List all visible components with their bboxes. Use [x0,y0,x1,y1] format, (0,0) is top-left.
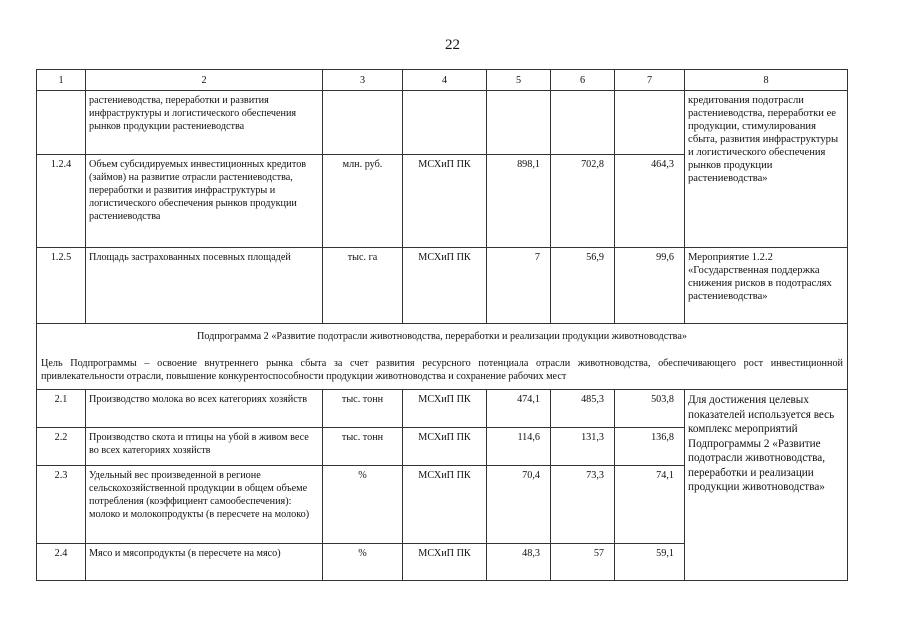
row-number: 2.4 [37,544,86,581]
unit: % [323,544,403,581]
measure-cell: кредитования подотрасли растениеводства, переработки ее продукции, стимулирования сбыта, развития инфраструктуры и логистического обеспечения рынков продукции растениеводства» [685,91,848,248]
value-col5: 7 [487,248,551,324]
value-col6: 131,3 [551,428,615,466]
row-number: 2.1 [37,390,86,428]
responsible: МСХиП ПК [403,248,487,324]
header-cell: 5 [487,70,551,91]
indicator-name: Производство молока во всех категориях хозяйств [86,390,323,428]
header-cell: 6 [551,70,615,91]
value-col6: 702,8 [551,155,615,248]
header-cell: 4 [403,70,487,91]
measure-cell: Для достижения целевых показателей используется весь комплекс мероприятий Подпрограммы 2 «Развитие подотрасли животноводства, переработки и реализации продукции животноводства» [685,390,848,581]
indicator-name: Площадь застрахованных посевных площадей [86,248,323,324]
unit: тыс. тонн [323,428,403,466]
unit: тыс. га [323,248,403,324]
header-cell: 2 [86,70,323,91]
header-cell: 7 [615,70,685,91]
value-col6: 56,9 [551,248,615,324]
indicator-name: Объем субсидируемых инвестиционных кредитов (займов) на развитие отрасли растениеводства, переработки и развития инфраструктуры и логистического обеспечения рынков продукции растениеводства [86,155,323,248]
table-row [37,91,848,155]
value-col7: 99,6 [615,248,685,324]
indicators-table [36,69,848,581]
unit: % [323,466,403,544]
indicator-name: Удельный вес произведенной в регионе сельскохозяйственной продукции в общем объеме потребления (коэффициент самообеспечения): молоко и молокопродукты (в пересчете на молоко) [86,466,323,544]
page-number: 22 [445,37,460,53]
row-number: 2.2 [37,428,86,466]
responsible: МСХиП ПК [403,390,487,428]
responsible: МСХиП ПК [403,155,487,248]
value-col6: 57 [551,544,615,581]
value-col7: 74,1 [615,466,685,544]
subprogram-title: Подпрограмма 2 «Развитие подотрасли животноводства, переработки и реализации продукции животноводства» [197,331,687,342]
header-cell: 8 [685,70,848,91]
indicator-name: Производство скота и птицы на убой в живом весе во всех категориях хозяйств [86,428,323,466]
value-col5: 114,6 [487,428,551,466]
value-col5: 70,4 [487,466,551,544]
value-col5: 474,1 [487,390,551,428]
row-number: 1.2.4 [37,155,86,248]
measure-cell: Мероприятие 1.2.2 «Государственная поддержка снижения рисков в подотраслях растениеводства» [685,248,848,324]
value-col7: 464,3 [615,155,685,248]
value-col5: 898,1 [487,155,551,248]
responsible: МСХиП ПК [403,544,487,581]
row-number: 1.2.5 [37,248,86,324]
table-row [37,248,848,324]
value-col7: 136,8 [615,428,685,466]
value-col7: 503,8 [615,390,685,428]
value-col5: 48,3 [487,544,551,581]
responsible: МСХиП ПК [403,466,487,544]
row-number: 2.3 [37,466,86,544]
responsible: МСХиП ПК [403,428,487,466]
subprogram-goal: Цель Подпрограммы – освоение внутреннего рынка сбыта за счет развития ресурсного потенциала отрасли животноводства, обеспечивающего рост инвестиционной привлекательности отрасли, повышение конкурентоспособности продукции животноводства и сохранение рабочих мест [41,358,843,382]
value-col7: 59,1 [615,544,685,581]
indicator-name: Мясо и мясопродукты (в пересчете на мясо) [86,544,323,581]
header-cell: 3 [323,70,403,91]
value-col6: 73,3 [551,466,615,544]
header-cell: 1 [37,70,86,91]
table-row [37,390,848,428]
unit: млн. руб. [323,155,403,248]
value-col6: 485,3 [551,390,615,428]
header-row [37,70,848,91]
subprogram-row [37,324,848,390]
indicator-name: растениеводства, переработки и развития инфраструктуры и логистического обеспечения рынков продукции растениеводства [86,91,323,155]
unit: тыс. тонн [323,390,403,428]
